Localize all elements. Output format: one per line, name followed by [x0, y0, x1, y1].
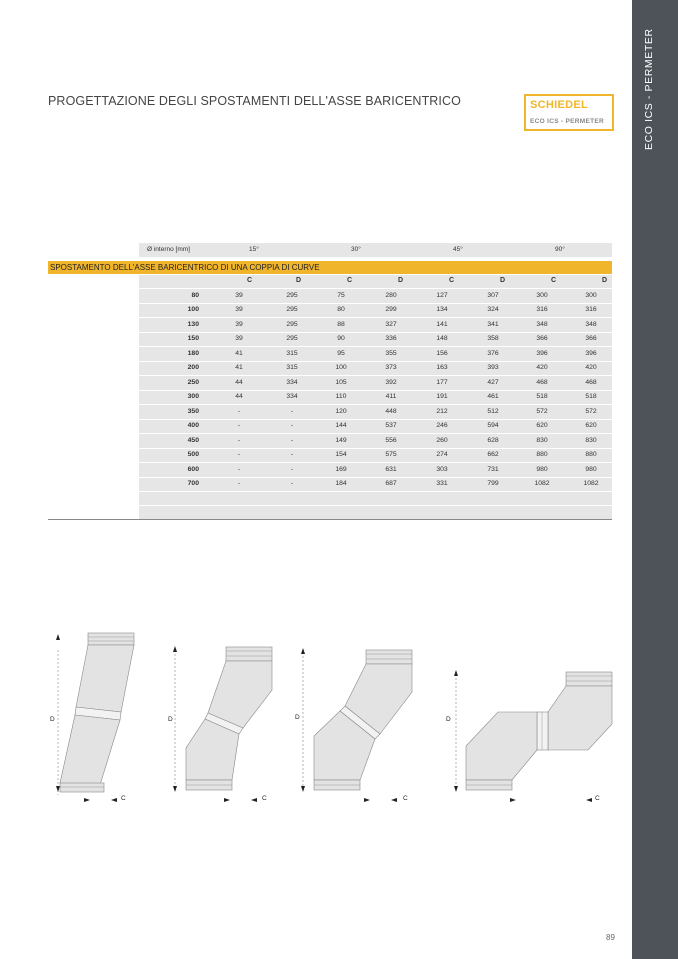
col-d-15: D [296, 277, 302, 284]
table-cell: 44 [235, 393, 243, 400]
table-cell: 348 [585, 320, 597, 328]
table-row [139, 376, 612, 390]
table-cell: 880 [536, 451, 548, 458]
table-cell: 358 [487, 335, 499, 342]
table-cell: 572 [536, 407, 548, 415]
col-d-30: D [398, 277, 404, 284]
table-cell: 324 [487, 306, 499, 313]
row-diameter: 100 [187, 306, 199, 313]
diagram-15 [50, 633, 134, 802]
table-cell: 468 [585, 378, 597, 386]
table-cell: 303 [436, 465, 448, 473]
row-diameter: 350 [187, 407, 199, 415]
table-cell: 396 [536, 349, 548, 357]
table-cell: 274 [436, 451, 448, 458]
table-cell: 315 [286, 364, 298, 371]
table-cell: 169 [335, 465, 347, 473]
angle-45: 45° [453, 246, 463, 253]
table-row [139, 362, 612, 376]
table-cell: 731 [487, 465, 499, 473]
table-cell: - [237, 407, 241, 415]
dim-d-label-3: D [295, 714, 300, 721]
row-diameter: 150 [187, 335, 199, 342]
table-cell: 191 [436, 393, 448, 400]
section-title: SPOSTAMENTO DELL'ASSE BARICENTRICO DI UNA COPPIA DI CURVE [50, 263, 320, 272]
table-row [139, 463, 612, 477]
table-cell: 411 [385, 393, 397, 400]
dim-c-label-2: C [262, 795, 267, 802]
col-c-45: C [449, 277, 455, 284]
table-row [139, 449, 612, 463]
row-diameter: 80 [191, 291, 199, 299]
dim-c-label-1: C [121, 795, 126, 802]
table-cell: - [237, 451, 241, 458]
table-cell: 177 [436, 378, 448, 386]
table-cell: 295 [286, 306, 298, 313]
table-cell: 95 [337, 349, 345, 357]
table-cell: 144 [335, 422, 347, 429]
table-row [139, 420, 612, 434]
table-cell: 316 [585, 306, 597, 313]
table-row [139, 434, 612, 448]
row-diameter: 500 [187, 451, 199, 458]
table-cell: 393 [487, 364, 499, 371]
table-cell: 355 [385, 349, 397, 357]
table-header-angles [139, 243, 612, 257]
col-d-45: D [500, 277, 506, 284]
table-cell: 212 [436, 407, 448, 415]
table-cell: 44 [235, 378, 243, 386]
table-row [139, 405, 612, 419]
table-row [139, 304, 612, 318]
logo-brand: SCHIEDEL [530, 99, 589, 111]
table-cell: 334 [286, 378, 298, 386]
table-cell: 105 [335, 378, 347, 386]
table-cell: 120 [335, 407, 347, 415]
row-diameter: 700 [187, 480, 199, 487]
table-cell: 307 [487, 291, 499, 299]
table-cell: 100 [335, 364, 347, 371]
table-cell: 149 [335, 436, 347, 444]
table-cell: 280 [385, 291, 397, 299]
table-cell: - [290, 451, 294, 458]
table-cell: 184 [335, 480, 347, 487]
table-cell: 75 [337, 291, 345, 299]
row-diameter: 130 [187, 320, 199, 328]
table-cell: 518 [536, 393, 548, 400]
table-cell: 620 [536, 422, 548, 429]
table-cell: 154 [335, 451, 347, 458]
table-cell: - [290, 480, 294, 487]
table-cell: 141 [436, 320, 448, 328]
col-c-30: C [347, 277, 353, 284]
page-number: 89 [606, 933, 615, 942]
diameter-label: Ø interno [mm] [147, 246, 190, 253]
table-cell: 512 [487, 407, 499, 415]
table-cell: 799 [487, 480, 499, 487]
row-diameter: 250 [187, 378, 199, 386]
brand-logo [524, 94, 614, 131]
table-cell: 295 [286, 335, 298, 342]
table-cell: - [290, 422, 294, 429]
table-cell: 336 [385, 335, 397, 342]
table-cell: 300 [585, 291, 597, 299]
section-title-bar [48, 261, 612, 274]
table-cell: 572 [585, 407, 597, 415]
table-row [139, 318, 612, 332]
table-cell: 396 [585, 349, 597, 357]
table-cell: 373 [385, 364, 397, 371]
dim-d-label-1: D [50, 716, 55, 723]
sidebar-label-text: ECO ICS - PERMETER [643, 28, 655, 150]
diagram-30 [168, 646, 272, 802]
table-bottom-rule [48, 519, 612, 520]
row-diameter: 200 [187, 364, 199, 371]
table-cell: 88 [337, 320, 345, 328]
table-cell: 299 [385, 306, 397, 313]
table-cell: 880 [585, 451, 597, 458]
table-cell: 537 [385, 422, 397, 429]
dim-d-label-4: D [446, 716, 451, 723]
sidebar [632, 0, 678, 959]
table-cell: 628 [487, 436, 499, 444]
table-row [139, 289, 612, 303]
table-cell: - [290, 407, 294, 415]
table-cell: 331 [436, 480, 448, 487]
dim-c-label-4: C [595, 795, 600, 802]
table-cell: 556 [385, 436, 397, 444]
table-cell: 461 [487, 393, 499, 400]
table-cell: 631 [385, 465, 397, 473]
table-cell: 300 [536, 291, 548, 299]
angle-90: 90° [555, 246, 565, 253]
table-row [139, 333, 612, 347]
table-cell: 420 [536, 364, 548, 371]
table-cell: - [290, 436, 294, 444]
table-cell: 830 [536, 436, 548, 444]
table-cell: - [290, 465, 294, 473]
table-cell: 246 [436, 422, 448, 429]
table-cell: 594 [487, 422, 499, 429]
table-cell: 327 [385, 320, 397, 328]
table-cell: 80 [337, 306, 345, 313]
diagram-90 [446, 670, 612, 802]
table-cell: 127 [436, 291, 448, 299]
table-cell: 376 [487, 349, 499, 357]
table-cell: 260 [436, 436, 448, 444]
table-subheader [139, 275, 612, 288]
table-cell: 39 [235, 320, 243, 328]
table-cell: 295 [286, 291, 298, 299]
table-cell: 980 [536, 465, 548, 473]
table-cell: 295 [286, 320, 298, 328]
table-cell: 39 [235, 306, 243, 313]
bend-diagrams [40, 620, 630, 820]
dim-d-label-2: D [168, 716, 173, 723]
col-c-90: C [551, 277, 557, 284]
table-cell: - [237, 465, 241, 473]
table-cell: - [237, 480, 241, 487]
table-cell: 316 [536, 306, 548, 313]
table-cell: 334 [286, 393, 298, 400]
dim-c-label-3: C [403, 795, 408, 802]
table-cell: 427 [487, 378, 499, 386]
page-title: PROGETTAZIONE DEGLI SPOSTAMENTI DELL'ASSE BARICENTRICO [48, 94, 461, 108]
table-cell: - [237, 436, 241, 444]
row-diameter: 180 [187, 349, 199, 357]
table-cell: 662 [487, 451, 499, 458]
table-cell: 1082 [583, 480, 599, 487]
table-cell: 90 [337, 335, 345, 342]
table-cell: 134 [436, 306, 448, 313]
row-diameter: 450 [187, 436, 199, 444]
table-cell: 163 [436, 364, 448, 371]
table-body [139, 289, 612, 520]
angle-15: 15° [249, 246, 259, 253]
diagram-45 [295, 648, 412, 802]
row-diameter: 600 [187, 465, 199, 473]
table-cell: 156 [436, 349, 448, 357]
table-row-empty [139, 492, 612, 505]
col-c-15: C [247, 277, 253, 284]
table-cell: 468 [536, 378, 548, 386]
table-cell: 341 [487, 320, 499, 328]
table-cell: 39 [235, 291, 243, 299]
table-cell: 315 [286, 349, 298, 357]
table-cell: 448 [385, 407, 397, 415]
table-cell: 348 [536, 320, 548, 328]
table-cell: 148 [436, 335, 448, 342]
angle-30: 30° [351, 246, 361, 253]
table-cell: 41 [235, 364, 243, 371]
table-cell: - [237, 422, 241, 429]
table-row [139, 347, 612, 361]
table-cell: 41 [235, 349, 243, 357]
table-cell: 980 [585, 465, 597, 473]
table-cell: 366 [585, 335, 597, 342]
table-row [139, 391, 612, 405]
table-cell: 1082 [534, 480, 550, 487]
col-d-90: D [602, 277, 608, 284]
row-diameter: 300 [187, 393, 199, 400]
table-cell: 687 [385, 480, 397, 487]
table-cell: 110 [335, 393, 347, 400]
row-diameter: 400 [187, 422, 199, 429]
table-cell: 575 [385, 451, 397, 458]
table-cell: 518 [585, 393, 597, 400]
table-row-empty [139, 506, 612, 519]
logo-product: ECO ICS - PERMETER [530, 118, 605, 125]
table-cell: 420 [585, 364, 597, 371]
table-cell: 366 [536, 335, 548, 342]
table-cell: 620 [585, 422, 597, 429]
table-cell: 392 [385, 378, 397, 386]
table-cell: 830 [585, 436, 597, 444]
table-cell: 39 [235, 335, 243, 342]
table-row [139, 478, 612, 492]
